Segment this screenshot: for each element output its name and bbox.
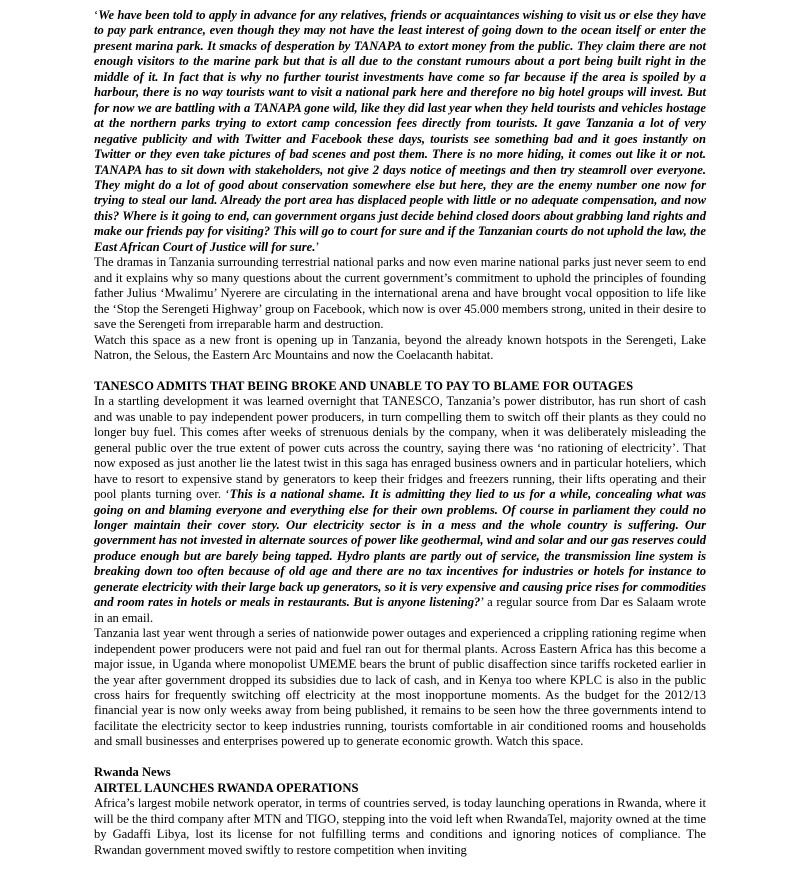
document-page [94,8,706,858]
hotelier-quote-text: We have been told to apply in advance for any relatives, friends or acquaintances wishing to visit us or else they have to pay park entrance, even though they may not have the least interest of going down to the ocean itself or enter the present marina park. It smacks of desperation by TANAPA to extort money from the public. They claim there are not enough visitors to the marine park but that is all due to the constant rumours about a port being built right in the middle of it. In fact that is why no further tourist investments have come so far because if the area is spoiled by a harbour, there is no way tourists want to visit a national park here and therefore no big hotel groups will invest. But for now we are battling with a TANAPA gone wild, like they did last year when they held tourists and vehicles hostage at the northern parks trying to extort camp concession fees directly from tourists. It gave Tanzania a lot of very negative publicity and with Twitter and Facebook these days, tourists see something bad and it goes instantly on Twitter or they even take pictures of bad scenes and post them. There is no more hiding, it comes out like it or not. TANAPA has to sit down with stakeholders, not give 2 days notice of meetings and then try steamroll over everyone. They might do a lot of good about conservation somewhere else but here, they are the enemy number one now for trying to steal our land. Already the port area has displaced people with little or no adequate compensation, and now this? Where is it going to end, can government organs just decide behind closed doors about grabbing land rights and make our friends pay for visiting? This will go to court for sure and if the Tanzanian courts do not uphold the law, the East African Court of Justice will for sure. [94,8,706,254]
paragraph-gap [94,750,706,766]
watch-space-paragraph: Watch this space as a new front is opening up in Tanzania, beyond the already known hotspots in the Serengeti, Lake Natron, the Selous, the Eastern Arc Mountains and now the Coelacanth habitat. [94,332,706,362]
quote-close-mark: ’ [315,239,320,254]
dramas-paragraph: The dramas in Tanzania surrounding terrestrial national parks and now even marine national parks just never seem to end and it explains why so many questions about the current government’s commitment to uphold the principles of founding father Julius ‘Mwalimu’ Nyerere are circulating in the international arena and have brought vocal opposition to life like the ‘Stop the Serengeti Highway’ group on Facebook, which now is over 45.000 members strong, united in their desire to save the Serengeti from irreparable harm and destruction. [94,255,706,332]
rwanda-news-section-title: Rwanda News [94,765,171,780]
hotelier-quote-paragraph [94,8,706,255]
tanzania-last-year-paragraph: Tanzania last year went through a series of nationwide power outages and experienced a crippling rationing regime when independent power producers were not paid and fuel ran out for thermal plants. Across Eastern Africa has this become a major issue, in Uganda where monopolist UMEME bears the brunt of public disaffection since tariffs rocketed earlier in the year after government dropped its subsidies due to lack of cash, and in Kenya too where KPLC is also in the public cross hairs for frequently switching off electricity at the most inopportune moments. As the budget for the 2012/13 financial year is now only weeks away from being published, it remains to be seen how the three governments intend to facilitate the electricity sector to keep industries running, tourists comfortable in air conditioned rooms and households and small businesses and enterprises powered up to generate economic growth. Watch this space. [94,626,706,749]
source-attribution: a regular source from Dar es Salaam wrote in an email. [94,595,706,625]
tanesco-intro-paragraph [94,394,706,626]
source-quote-text: This is a national shame. It is admitting they lied to us for a while, concealing what was going on and blaming everyone and everything else for their own problems. Of course in parliament they could no longer maintain their cover story. Our electricity sector is in a mess and the whole country is suffering. Our government has not invested in alternate sources of power like geothermal, wind and solar and our gas reserves could produce enough but are barely being tapped. Hydro plants are partly out of service, the transmission line system is breaking down too often because of old age and there are no tax incentives for industries or hotels for instance to generate electricity with their large back up generators, so it is very expensive and causing price rises for commodities and room rates in hotels or meals in restaurants. But is anyone listening? [94,487,706,610]
quote-open-mark: ‘ [94,8,99,22]
tanesco-heading: TANESCO ADMITS THAT BEING BROKE AND UNABLE TO PAY TO BLAME FOR OUTAGES [94,378,634,393]
airtel-heading: AIRTEL LAUNCHES RWANDA OPERATIONS [94,780,359,795]
quote-close-mark: ’ [480,595,484,610]
quote-open-mark: ‘ [225,487,230,502]
tanesco-intro-text: In a startling development it was learned overnight that TANESCO, Tanzania’s power distributor, has run short of cash and was unable to pay independent power producers, in turn compelling them to switch off their plants as they could no longer buy fuel. This comes after weeks of strenuous denials by the company, when it was deliberately misleading the general public over the true extent of power cuts across the country, saying there was ‘no rationing of electricity’. That now exposed as just another lie the latest twist in this saga has enraged business owners and in particular hoteliers, which have to resort to expensive stand by generators to keep their fridges and freezers running, their lifts operating and their pool plants turning over. [94,394,706,502]
airtel-paragraph: Africa’s largest mobile network operator, in terms of countries served, is today launching operations in Rwanda, where it will be the third company after MTN and TIGO, stepping into the void left when RwandaTel, majority owned at the time by Gadaffi Libya, lost its license for not fulfilling terms and conditions and ignoring notices of compliance. The Rwandan government moved swiftly to restore competition when inviting [94,796,706,857]
paragraph-gap [94,363,706,379]
